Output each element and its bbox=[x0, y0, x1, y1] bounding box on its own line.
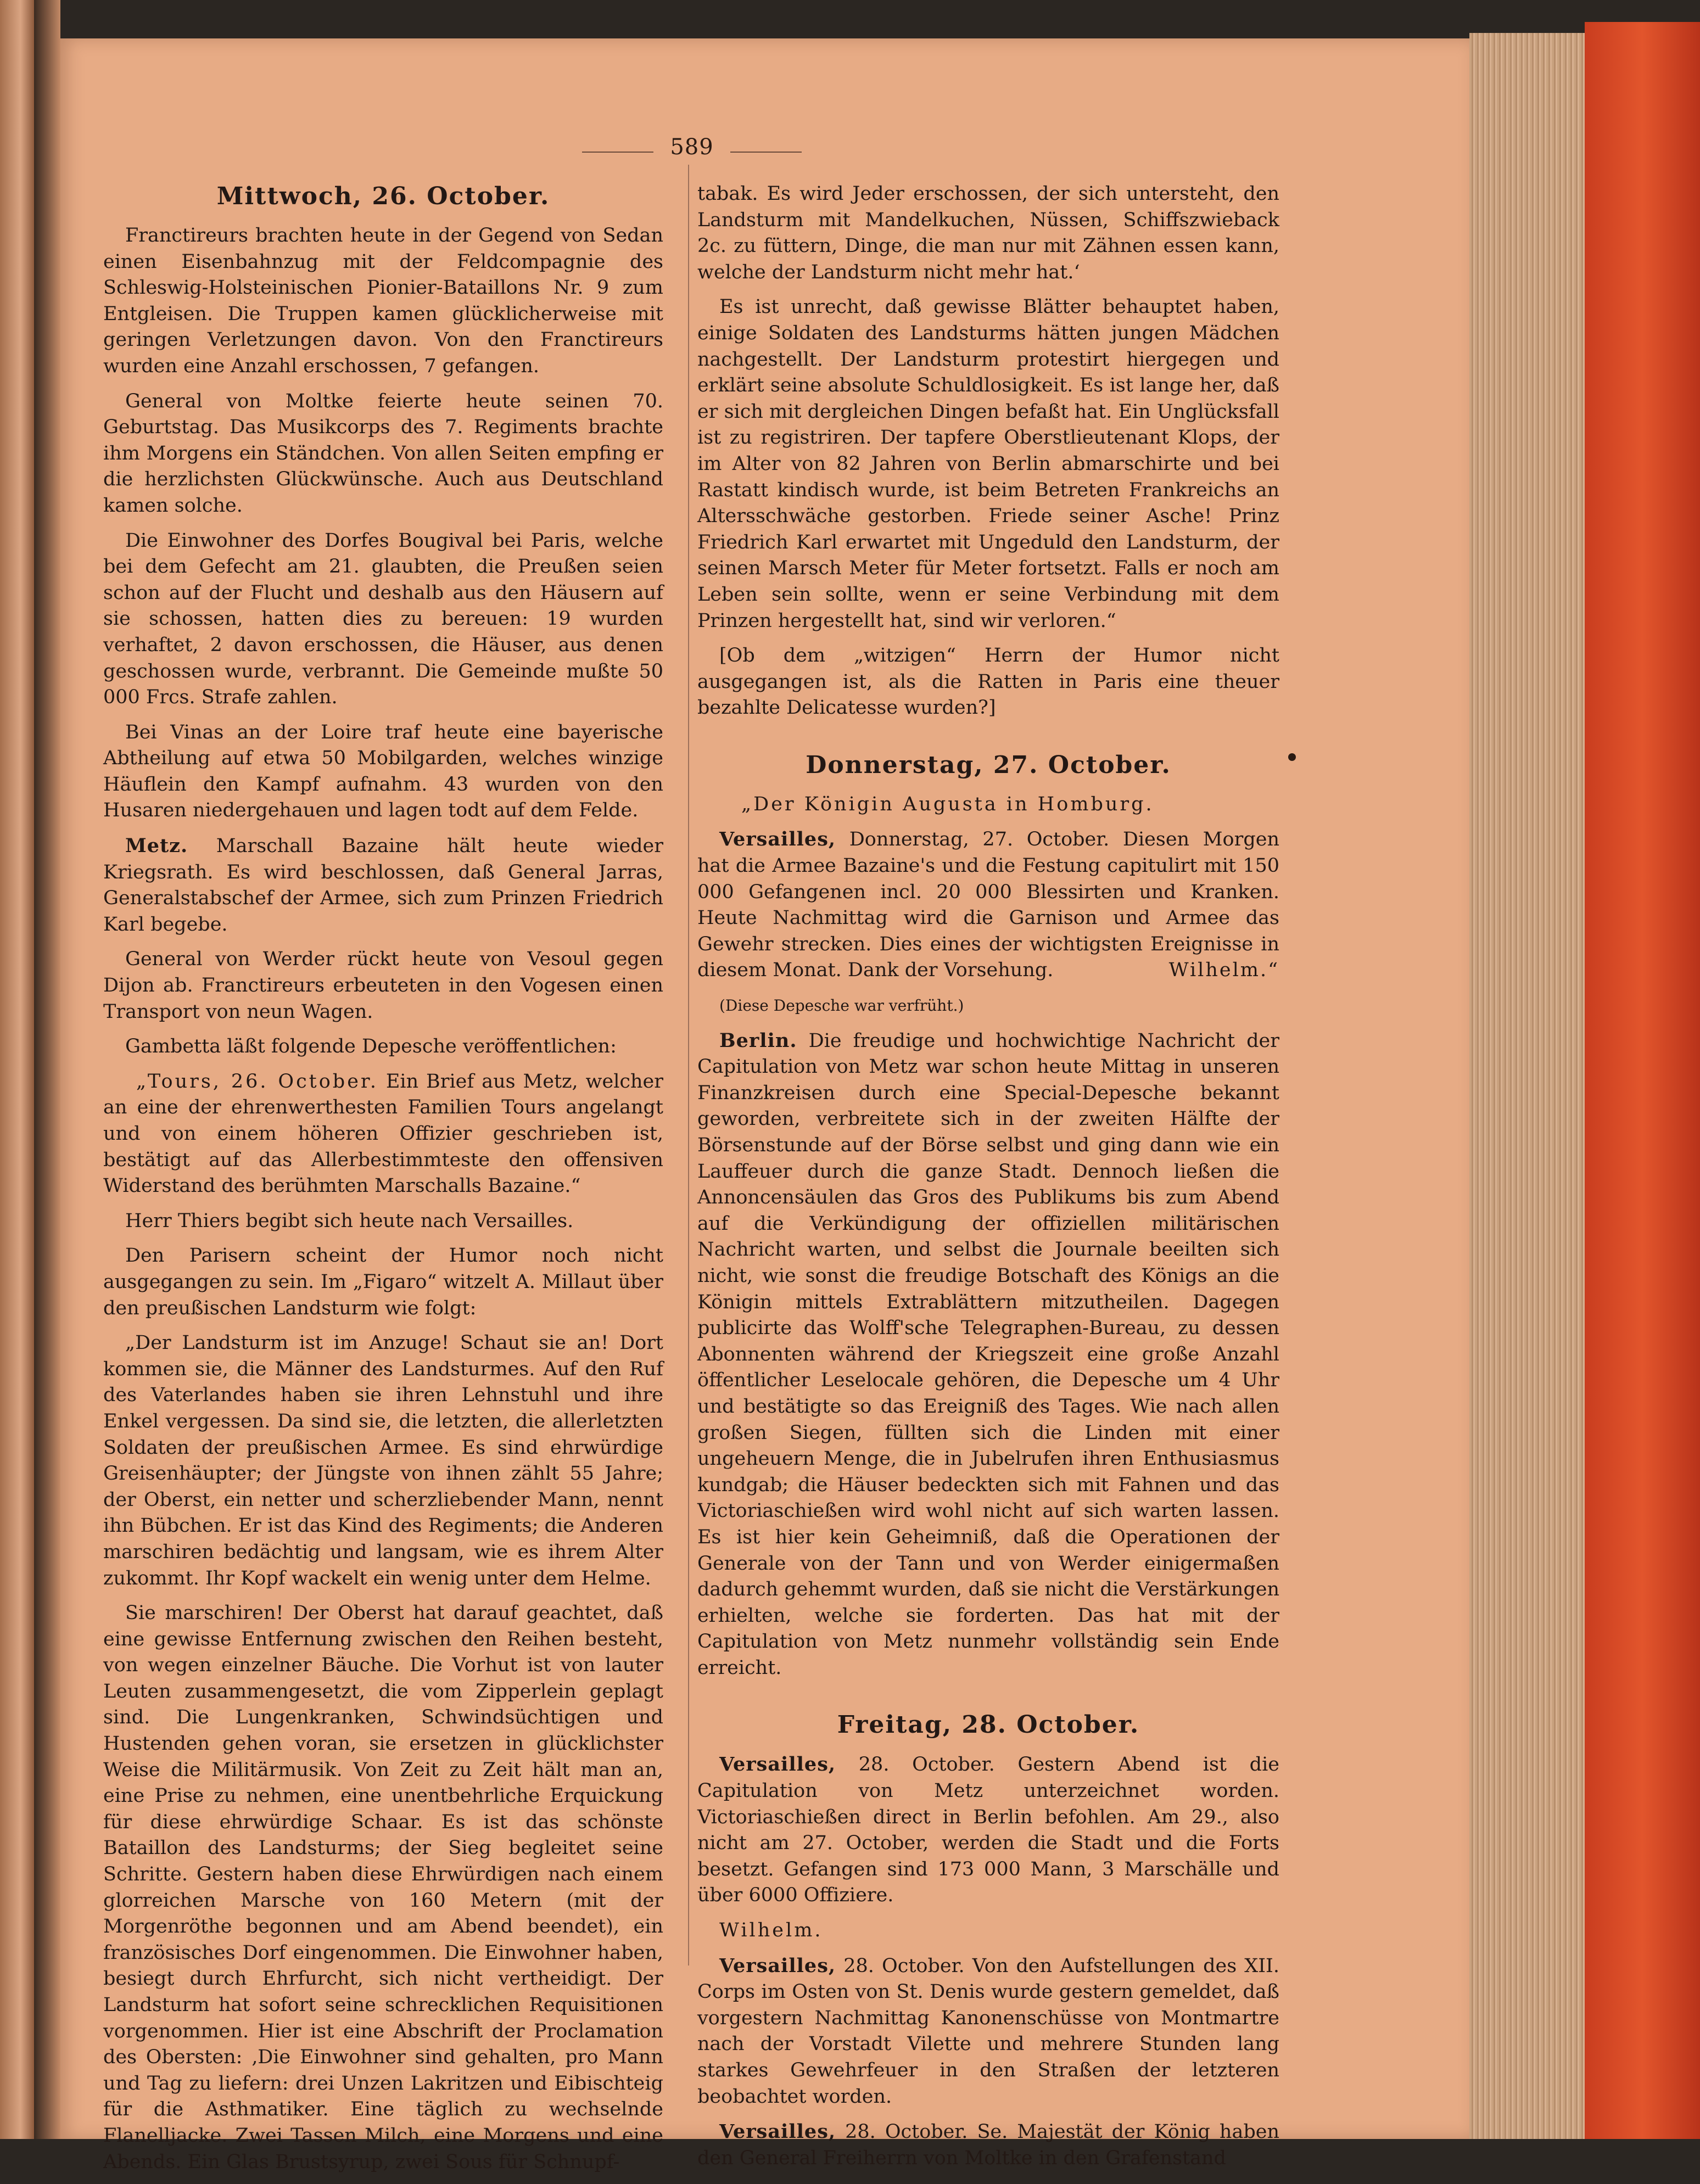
spacer bbox=[697, 730, 1279, 750]
signature: Wilhelm. bbox=[719, 1919, 823, 1942]
heading-friday: Freitag, 28. October. bbox=[837, 1711, 1140, 1739]
paragraph: Gambetta läßt folgende Depesche veröffentlichen: bbox=[125, 1035, 617, 1058]
signature: Wilhelm.“ bbox=[1168, 959, 1279, 982]
paragraph: [Ob dem „witzigen“ Herrn der Humor nicht ausgegangen ist, als die Ratten in Paris eine theuer bezahlte Delicatesse wurden?] bbox=[697, 645, 1279, 719]
book-gutter bbox=[34, 0, 60, 2139]
paragraph: Franctireurs brachten heute in der Gegend von Sedan einen Eisenbahnzug mit der Feldcompagnie des Schleswig-Holsteinischen Pionier-Bataillons Nr. 9 zum Entgleisen. Die Truppen kamen glücklicherweise mit geringen Verletzungen davon. Von den Franctireurs wurden eine Anzahl erschossen, 7 gefangen. bbox=[103, 225, 663, 377]
paragraph-lead: Versailles, bbox=[719, 1753, 836, 1776]
paragraph-text: Donnerstag, 27. October. Diesen Morgen hat die Armee Bazaine's und die Festung capitulirt mit 150 000 Gefangenen incl. 20 000 Blessirten und Kranken. Heute Nachmittag wird die Garnison und Armee das Gewehr strecken. Dies eines der wichtigsten Ereignisse in diesem Monat. Dank der Vorsehung. bbox=[697, 828, 1279, 982]
paragraph: tabak. Es wird Jeder erschossen, der sich untersteht, den Landsturm mit Mandelkuchen, Nüssen, Schiffszwieback 2c. zu füttern, Dinge, die man nur mit Zähnen essen kann, welche der Landsturm nicht mehr hat.‘ bbox=[697, 183, 1279, 283]
paragraph bbox=[103, 833, 663, 938]
paragraph-text: 28. October. Se. Majestät der König haben den General Freiherrn von Moltke in den Grafenstand bbox=[697, 2121, 1279, 2169]
dateline: „Tours, 26. October. bbox=[136, 1070, 378, 1093]
paragraph-lead: Versailles, bbox=[719, 2120, 836, 2143]
paragraph-lead: Versailles, bbox=[719, 828, 836, 851]
paragraph bbox=[697, 1751, 1279, 1909]
paragraph: Sie marschiren! Der Oberst hat darauf geachtet, daß eine gewisse Entfernung zwischen den Reihen besteht, von wegen einzelner Bäuche. Die Vorhut ist von lauter Leuten zusammengesetzt, die vom Zipperlein geplagt sind. Die Lungenkranken, Schwindsüchtigen und Hustenden gehen voran, sie ersetzen in glücklichster Weise die Militärmusik. Von Zeit zu Zeit hält man an, eine Prise zu nehmen, eine unentbehrliche Erquickung für diese ehrwürdige Schaar. Es ist das schönste Bataillon des Landsturms; der Sieg begleitet seine Schritte. Gestern haben diese Ehrwürdigen nach einem glorreichen Marsche von 160 Metern (mit der Morgenröthe begonnen und am Abend beendet), ein französisches Dorf eingenommen. Die Einwohner haben, besiegt durch Ehrfurcht, sich nicht vertheidigt. Der Landsturm hat sofort seine schrecklichen Requisitionen vorgenommen. Hier ist eine Abschrift der Proclamation des Obersten: ‚Die Einwohner sind gehalten, pro Mann und Tag zu liefern: drei Unzen Lakritzen und Eibischteig für die Asthmatiker. Eine täglich zu wechselnde Flanelljacke. Zwei Tassen Milch, eine Morgens und eine Abends. Ein Glas Brustsyrup, zwei Sous für Schnupf- bbox=[103, 1602, 663, 2173]
paragraph bbox=[103, 1069, 663, 1200]
paragraph-lead: Versailles, bbox=[719, 1954, 836, 1977]
paragraph: Bei Vinas an der Loire traf heute eine bayerische Abtheilung auf etwa 50 Mobilgarden, welches winzige Häuflein den Kampf aufnahm. 43 wurden von den Husaren niedergehauen und lagen todt auf dem Felde. bbox=[103, 721, 663, 822]
red-cover bbox=[1585, 22, 1700, 2139]
paragraph: General von Werder rückt heute von Vesoul gegen Dijon ab. Franctireurs erbeuteten in den Vogesen einen Transport von neun Wagen. bbox=[103, 948, 663, 1023]
paragraph: „Der Landsturm ist im Anzuge! Schaut sie an! Dort kommen sie, die Männer des Landsturmes. Auf den Ruf des Vaterlandes haben sie ihren Lehnstuhl und ihre Enkel vergessen. Da sind sie, die letzten, die allerletzten Soldaten der preußischen Armee. Es sind ehrwürdige Greisenhäupter; der Jüngste von ihnen zählt 55 Jahre; der Oberst, ein netter und scherzliebender Mann, nennt ihn Bübchen. Er ist das Kind des Regiments; die Anderen marschiren bedächtig und langsam, wie es ihrem Alter zukommt. Ihr Kopf wackelt ein wenig unter dem Helme. bbox=[103, 1332, 663, 1589]
paragraph bbox=[697, 1028, 1279, 1682]
paragraph-text: 28. October. Von den Aufstellungen des XII. Corps im Osten von St. Denis wurde gestern gemeldet, daß vorgestern Nachmittag Kanonenschüsse von Montmartre nach der Vorstadt Vilette und mehrere Stunden lang starkes Gewehrfeuer in den Straßen der letzteren beobachtet worden. bbox=[697, 1955, 1279, 2108]
paragraph bbox=[697, 2119, 1279, 2171]
paragraph-text: Ein Brief aus Metz, welcher an eine der ehrenwerthesten Familien Tours angelangt und von einem höheren Offizier geschrieben ist, bestätigt auf das Allerbestimmteste den offensiven Widerstand des berühmten Marschalls Bazaine.“ bbox=[103, 1070, 663, 1197]
right-column bbox=[697, 181, 1279, 2180]
header-rule-right bbox=[730, 152, 802, 153]
footnote: (Diese Depesche war verfrüht.) bbox=[719, 996, 964, 1015]
paragraph: Es ist unrecht, daß gewisse Blätter behauptet haben, einige Soldaten des Landsturms hätten jungen Mädchen nachgestellt. Der Landsturm protestirt hiergegen und erklärt seine absolute Schuldlosigkeit. Es ist lange her, daß er sich mit dergleichen Dingen befaßt hat. Ein Unglücksfall ist zu registriren. Der tapfere Oberstlieutenant Klops, der im Alter von 82 Jahren von Berlin abmarschirte und bei Rastatt kindisch wurde, ist beim Betreten Frankreichs an Altersschwäche gestorben. Friede seiner Asche! Prinz Friedrich Karl erwartet mit Ungeduld den Landsturm, der seinen Marsch Meter für Meter fortsetzt. Falls er noch am Leben sein sollte, wenn er seine Verbindung mit dem Prinzen hergestellt hat, sind wir verloren.“ bbox=[697, 296, 1279, 632]
page-number: 589 bbox=[670, 135, 714, 160]
page-edges bbox=[1469, 33, 1585, 2139]
left-column bbox=[103, 181, 663, 2184]
paragraph: Die Einwohner des Dorfes Bougival bei Paris, welche bei dem Gefecht am 21. glaubten, die Preußen seien schon auf der Flucht und deshalb aus den Häusern auf sie schossen, hatten dies zu bereuen: 19 wurden verhaftet, 2 davon erschossen, die Häuser, aus denen geschossen wurde, verbrannt. Die Gemeinde mußte 50 000 Frcs. Strafe zahlen. bbox=[103, 529, 663, 709]
paragraph-text: Die freudige und hochwichtige Nachricht der Capitulation von Metz war schon heute Mittag in unseren Finanzkreisen durch eine Special-Depesche bekannt geworden, verbreitete sich in der zweiten Hälfte der Börsenstunde auf der Börse selbst und ging dann wie ein Lauffeuer durch die ganze Stadt. Dennoch ließen die Annoncensäulen das Gros des Publikums bis zum Abend auf die Verkündigung der offiziellen militärischen Nachricht warten, und selbst die Journale beeilten sich nicht, wie sonst die freudige Botschaft des Königs an die Königin mittels Extrablättern mitzutheilen. Dagegen publicirte das Wolff'sche Telegraphen-Bureau, zu dessen Abonnenten während der Kriegszeit eine große Anzahl öffentlicher Leselocale gehören, die Depesche um 4 Uhr und bestätigte so das Ereigniß des Tages. Wie nach allen großen Siegen, füllten sich die Linden mit einer ungeheuern Menge, die in Jubelrufen ihren Enthusiasmus kundgab; die Häuser bedeckten sich mit Fahnen und das Victoriaschießen wird wohl nicht auf sich warten lassen. Es ist hier kein Geheimniß, daß die Operationen der Generale von der Tann und von Werder einigermaßen dadurch gehemmt wurden, daß sie nicht die Verstärkungen erhielten, welche sie forderten. Das hat mit der Capitulation von Metz nunmehr vollständig sein Ende erreicht. bbox=[697, 1029, 1279, 1679]
paragraph bbox=[697, 826, 1279, 984]
paragraph-lead: Metz. bbox=[125, 835, 188, 858]
paragraph-lead: Berlin. bbox=[719, 1029, 797, 1052]
heading-wednesday: Mittwoch, 26. October. bbox=[216, 182, 550, 210]
paragraph: Den Parisern scheint der Humor noch nicht ausgegangen zu sein. Im „Figaro“ witzelt A. Millaut über den preußischen Landsturm wie folgt: bbox=[103, 1245, 663, 1319]
spacer bbox=[697, 1690, 1279, 1710]
paragraph-text: Marschall Bazaine hält heute wieder Kriegsrath. Es wird beschlossen, daß General Jarras, Generalstabschef der Armee, sich zum Prinzen Friedrich Karl begebe. bbox=[103, 835, 663, 936]
paragraph bbox=[697, 1953, 1279, 2110]
paragraph: General von Moltke feierte heute seinen 70. Geburtstag. Das Musikcorps des 7. Regiments brachte ihm Morgens ein Ständchen. Von allen Seiten empfing er die herzlichsten Glückwünsche. Auch aus Deutschland kamen solche. bbox=[103, 390, 663, 517]
heading-thursday: Donnerstag, 27. October. bbox=[806, 751, 1171, 779]
paragraph: Herr Thiers begibt sich heute nach Versailles. bbox=[125, 1209, 574, 1232]
telegram-address: „Der Königin Augusta in Homburg. bbox=[741, 793, 1154, 815]
left-page-edge bbox=[0, 0, 34, 2139]
column-divider bbox=[688, 165, 689, 1965]
paragraph-text: 28. October. Gestern Abend ist die Capitulation von Metz unterzeichnet worden. Victoriaschießen direct in Berlin befohlen. Am 29., also nicht am 27. October, werden die Stadt und die Forts besetzt. Gefangen sind 173 000 Mann, 3 Marschälle und über 6000 Offiziere. bbox=[697, 1754, 1279, 1907]
margin-mark bbox=[1288, 753, 1296, 761]
